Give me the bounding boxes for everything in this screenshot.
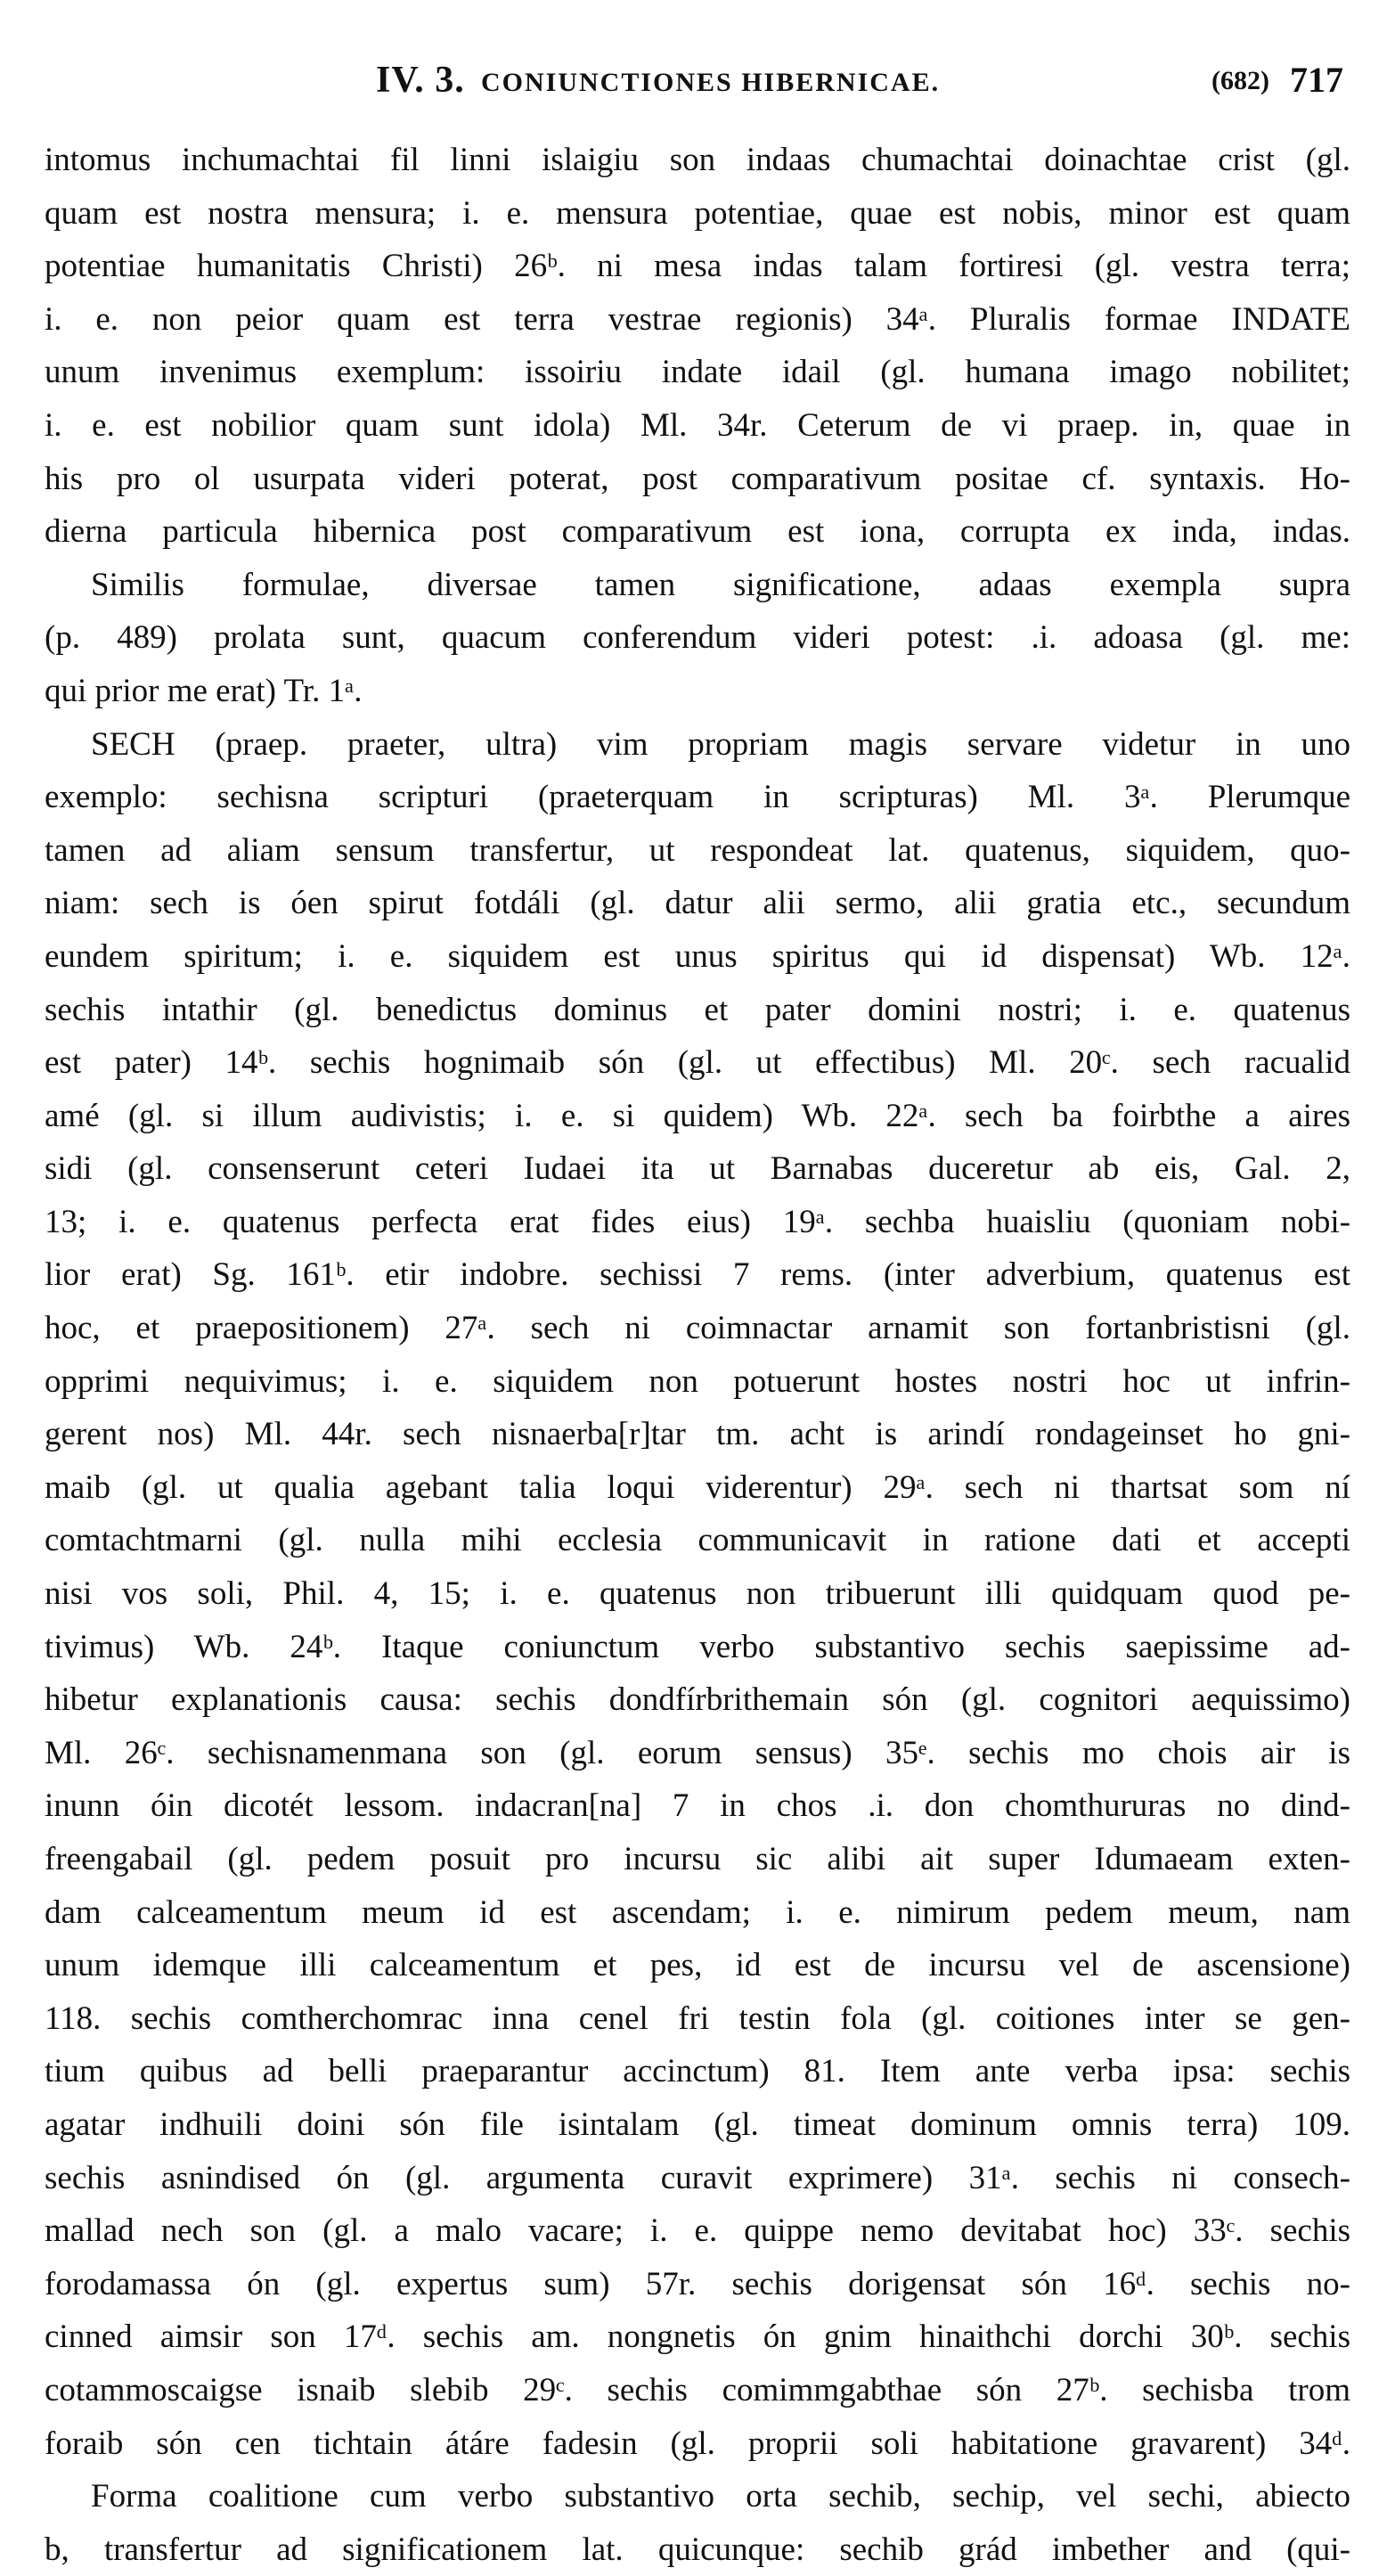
text-line: hibetur explanationis causa: sechis dondfírbrithemain són (gl. cognitori aequissimo): [45, 1681, 1350, 1719]
text-line: Ml. 26ᶜ. sechisnamenmana son (gl. eorum sensus) 35ᵉ. sechis mo chois air is: [45, 1734, 1350, 1771]
text-line: maib (gl. ut qualia agebant talia loqui viderentur) 29ᵃ. sech ni thartsat som ní: [45, 1468, 1350, 1506]
text-line: hoc, et praepositionem) 27ᵃ. sech ni coimnactar arnamit son fortanbristisni (gl.: [45, 1310, 1350, 1347]
margin-page-reference: (682): [1211, 66, 1269, 95]
text-line: i. e. est nobilior quam sunt idola) Ml. 34r. Ceterum de vi praep. in, quae in: [45, 406, 1350, 444]
text-line: foraib són cen tichtain átáre fadesin (gl. proprii soli habitatione gravarent) 34ᵈ.: [45, 2425, 1350, 2462]
text-line: sechis intathir (gl. benedictus dominus et pater domini nostri; i. e. quatenus: [45, 991, 1350, 1028]
text-line: lior erat) Sg. 161ᵇ. etir indobre. sechissi 7 rems. (inter adverbium, quatenus est: [45, 1256, 1350, 1294]
text-line: Similis formulae, diversae tamen significatione, adaas exempla supra: [91, 566, 1350, 603]
text-line: Forma coalitione cum verbo substantivo orta sechib, sechip, vel sechi, abiecto: [91, 2478, 1350, 2515]
text-line: sechis asnindised ón (gl. argumenta curavit exprimere) 31ᵃ. sechis ni consech-: [45, 2159, 1350, 2196]
text-line: comtachtmarni (gl. nulla mihi ecclesia communicavit in ratione dati et accepti: [45, 1522, 1350, 1559]
text-line: opprimi nequivimus; i. e. siquidem non potuerunt hostes nostri hoc ut infrin-: [45, 1362, 1350, 1400]
text-line: forodamassa ón (gl. expertus sum) 57r. sechis dorigensat són 16ᵈ. sechis no-: [45, 2265, 1350, 2302]
text-line: cinned aimsir son 17ᵈ. sechis am. nongnetis ón gnim hinaithchi dorchi 30ᵇ. sechis: [45, 2318, 1350, 2356]
page: [45, 0, 1350, 2568]
running-header: [45, 59, 1350, 112]
text-line: amé (gl. si illum audivistis; i. e. si quidem) Wb. 22ᵃ. sech ba foirbthe a aires: [45, 1097, 1350, 1134]
text-line: tivimus) Wb. 24ᵇ. Itaque coniunctum verbo substantivo sechis saepissime ad-: [45, 1628, 1350, 1665]
page-number: 717: [1290, 60, 1343, 100]
text-line: unum invenimus exemplum: issoiriu indate idail (gl. humana imago nobilitet;: [45, 354, 1350, 391]
text-line: tamen ad aliam sensum transfertur, ut respondeat lat. quatenus, siquidem, quo-: [45, 831, 1350, 869]
text-line: est pater) 14ᵇ. sechis hognimaib són (gl. ut effectibus) Ml. 20ᶜ. sech racualid: [45, 1044, 1350, 1082]
text-line: exemplo: sechisna scripturi (praeterquam in scripturas) Ml. 3ᵃ. Plerumque: [45, 779, 1350, 816]
text-line: gerent nos) Ml. 44r. sech nisnaerba[r]tar tm. acht is arindí rondageinset ho gni-: [45, 1416, 1350, 1453]
section-number: IV. 3.: [376, 60, 465, 101]
text-line: mallad nech son (gl. a malo vacare; i. e. quippe nemo devitabat hoc) 33ᶜ. sechis: [45, 2212, 1350, 2250]
text-line: intomus inchumachtai fil linni islaigiu son indaas chumachtai doinachtae crist (gl.: [45, 142, 1350, 178]
text-line: dam calceamentum meum id est ascendam; i. e. nimirum pedem meum, nam: [45, 1893, 1350, 1931]
text-line: 118. sechis comtherchomrac inna cenel fri testin fola (gl. coitiones inter se gen-: [45, 1999, 1350, 2037]
text-line: freengabail (gl. pedem posuit pro incursu sic alibi ait super Idumaeam exten-: [45, 1841, 1350, 1877]
text-line: tium quibus ad belli praeparantur accinctum) 81. Item ante verba ipsa: sechis: [45, 2053, 1350, 2090]
text-line: qui prior me erat) Tr. 1ᵃ.: [45, 672, 363, 709]
text-line: his pro ol usurpata videri poterat, post comparativum positae cf. syntaxis. Ho-: [45, 460, 1350, 497]
text-line: inunn óin dicotét lessom. indacran[na] 7 in chos .i. don chomthururas no dind-: [45, 1787, 1350, 1825]
text-line: dierna particula hibernica post comparativum est iona, corrupta ex inda, indas.: [45, 513, 1350, 551]
running-title: CONIUNCTIONES HIBERNICAE.: [481, 68, 941, 97]
text-line: i. e. non peior quam est terra vestrae regionis) 34ᵃ. Pluralis formae INDATE: [45, 300, 1350, 338]
text-line: niam: sech is óen spirut fotdáli (gl. datur alii sermo, alii gratia etc., secundum: [45, 885, 1350, 922]
text-line: potentiae humanitatis Christi) 26ᵇ. ni mesa indas talam fortiresi (gl. vestra terra;: [45, 248, 1350, 285]
text-line: cotammoscaigse isnaib slebib 29ᶜ. sechis comimmgabthae són 27ᵇ. sechisba trom: [45, 2371, 1350, 2408]
body-text: [45, 134, 1350, 2576]
text-line: quam est nostra mensura; i. e. mensura potentiae, quae est nobis, minor est quam: [45, 194, 1350, 232]
text-line: sidi (gl. consenserunt ceteri Iudaei ita ut Barnabas duceretur ab eis, Gal. 2,: [45, 1150, 1350, 1188]
text-line: b, transfertur ad significationem lat. quicunque: sechib grád imbether and (qui-: [45, 2531, 1350, 2568]
text-line: nisi vos soli, Phil. 4, 15; i. e. quatenus non tribuerunt illi quidquam quod pe-: [45, 1575, 1350, 1613]
text-line: (p. 489) prolata sunt, quacum conferendum videri potest: .i. adoasa (gl. me:: [45, 619, 1350, 657]
text-line: agatar indhuili doini són file isintalam (gl. timeat dominum omnis terra) 109.: [45, 2106, 1350, 2143]
text-line: eundem spiritum; i. e. siquidem est unus spiritus qui id dispensat) Wb. 12ᵃ.: [45, 937, 1350, 975]
text-line: 13; i. e. quatenus perfecta erat fides eius) 19ᵃ. sechba huaisliu (quoniam nobi-: [45, 1203, 1350, 1240]
text-line: unum idemque illi calceamentum et pes, id est de incursu vel de ascensione): [45, 1947, 1350, 1984]
text-line: SECH (praep. praeter, ultra) vim propriam magis servare videtur in uno: [91, 725, 1350, 763]
